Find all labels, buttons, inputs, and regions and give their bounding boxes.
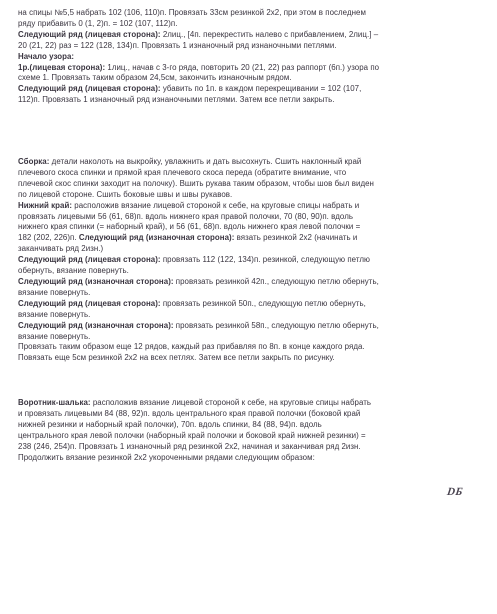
bold-heading-text: Следующий ряд (лицевая сторона): xyxy=(18,84,161,94)
text-line xyxy=(18,277,486,288)
body-text: центрального края левой полочки (наборный край полочки и боковой край нижней резинки) = xyxy=(18,430,366,440)
text-line xyxy=(18,310,486,321)
text-line xyxy=(18,84,486,95)
bold-heading-text: Воротник-шалька: xyxy=(18,398,91,407)
body-text: детали наколоть на выкройку, увлажнить и дать высохнуть. Сшить наклонный край xyxy=(49,157,362,166)
author-logo: DБ xyxy=(446,486,464,498)
text-line xyxy=(18,52,486,63)
text-line xyxy=(18,409,486,420)
body-text: нижней резинки и наборный край полочки), 70п. вдоль спинки, 84 (88, 94)п. вдоль xyxy=(18,419,322,429)
body-text: и провязать лицевыми 84 (88, 92)п. вдоль центрального края правой полочки (боковой край xyxy=(18,408,361,418)
text-line xyxy=(18,299,486,310)
bold-heading-text: Сборка: xyxy=(18,157,50,166)
text-line xyxy=(18,398,486,409)
body-text: расположив вязание лицевой стороной к себе, на круговые спицы набрать и xyxy=(72,200,360,210)
text-line xyxy=(18,222,486,233)
text-line xyxy=(18,201,486,212)
text-line xyxy=(18,342,486,353)
body-text: вязание повернуть. xyxy=(18,331,91,341)
text-line xyxy=(18,168,486,179)
assembly-paragraph xyxy=(18,157,486,364)
body-text: плечевого скоса спинки и прямой края плечевого скоса переда (обратите внимание, что xyxy=(18,167,347,177)
text-line xyxy=(18,431,486,442)
body-text: 238 (246, 254)п. Провязать 1 изнаночный ряд резинкой 2х2, начиная и заканчивая ряд 2изн. xyxy=(18,441,361,451)
body-text: провязать резинкой 42п., следующую петлю обернуть, xyxy=(173,276,379,286)
text-line xyxy=(18,179,486,190)
bold-heading-text: Следующий ряд (лицевая сторона): xyxy=(18,29,161,39)
text-line xyxy=(18,212,486,223)
body-text: Повязать еще 5см резинкой 2х2 на всех петлях. Затем все петли закрыть по рисунку. xyxy=(18,353,335,363)
body-text: 20 (21, 22) раз = 122 (128, 134)п. Провязать 1 изнаночный ряд изнаночными петлями. xyxy=(18,40,337,50)
body-text: вязать резинкой 2х2 (начинать и xyxy=(234,233,358,243)
body-text: заканчивать ряд 2изн.) xyxy=(18,244,104,254)
bold-heading-text: Начало узора: xyxy=(18,51,75,61)
text-line xyxy=(18,73,486,84)
body-text: обернуть, вязание повернуть. xyxy=(18,266,129,276)
text-line xyxy=(18,266,486,277)
text-line xyxy=(18,453,486,464)
text-line xyxy=(18,95,486,106)
bold-heading-text: Следующий ряд (лицевая сторона): xyxy=(18,255,161,265)
body-text: на спицы №5,5 набрать 102 (106, 110)п. Провязать 33см резинкой 2х2, при этом в последнем xyxy=(18,8,366,17)
body-text: провязать резинкой 50п., следующую петлю обернуть, xyxy=(160,298,366,308)
text-line xyxy=(18,321,486,332)
text-line xyxy=(18,30,486,41)
body-text: провязать 112 (122, 134)п. резинкой, следующую петлю xyxy=(160,255,370,265)
body-text: по лицевой стороне. Сшить боковые швы и швы рукавов. xyxy=(18,189,233,199)
body-text: расположив вязание лицевой стороной к себе, на круговые спицы набрать xyxy=(90,398,372,407)
bold-heading-text: Следующий ряд (изнаночная сторона): xyxy=(18,276,174,286)
body-text: 182 (202, 226)п. xyxy=(18,233,79,243)
text-line xyxy=(18,255,486,266)
shawl-collar-paragraph xyxy=(18,398,486,463)
bold-heading-text: Следующий ряд (изнаночная сторона): xyxy=(18,320,174,330)
text-line xyxy=(18,63,486,74)
pattern-body-paragraph xyxy=(18,8,486,106)
body-text: Продолжить вязание резинкой 2х2 укороченными рядами следующим образом: xyxy=(18,452,315,462)
body-text: Провязать таким образом еще 12 рядов, каждый раз прибавляя по 8п. в конце каждого ряда. xyxy=(18,342,365,352)
text-line xyxy=(18,157,486,168)
body-text: ряду прибавить 0 (1, 2)п. = 102 (107, 112)п. xyxy=(18,18,178,28)
text-line xyxy=(18,233,486,244)
body-text: вязание повернуть. xyxy=(18,287,91,297)
body-text: 2лиц., [4п. перекрестить налево с прибавлением, 2лиц.] – xyxy=(160,29,379,39)
text-line xyxy=(18,288,486,299)
body-text: вязание повернуть. xyxy=(18,309,91,319)
text-line xyxy=(18,442,486,453)
body-text: убавить по 1п. в каждом перекрещивании = 102 (107, xyxy=(160,84,362,94)
body-text: провязать резинкой 58п., следующую петлю обернуть, xyxy=(173,320,379,330)
bold-heading-text: 1р.(лицевая сторона): xyxy=(18,62,106,72)
text-line xyxy=(18,332,486,343)
bold-heading-text: Следующий ряд (лицевая сторона): xyxy=(18,298,161,308)
text-line xyxy=(18,244,486,255)
text-line xyxy=(18,190,486,201)
body-text: 1лиц., начав с 3-го ряда, повторить 20 (21, 22) раз раппорт (6п.) узора по xyxy=(105,62,380,72)
text-line xyxy=(18,8,486,19)
body-text: нижнего края спинки (= наборный край), и 56 (61, 68)п. вдоль нижнего края левой полочки = xyxy=(18,222,361,232)
body-text: 112)п. Провязать 1 изнаночный ряд изнаночными петлями. Затем все петли закрыть. xyxy=(18,95,335,105)
text-line xyxy=(18,19,486,30)
text-line xyxy=(18,353,486,364)
bold-heading-text: Следующий ряд (изнаночная сторона): xyxy=(78,233,235,243)
text-line xyxy=(18,420,486,431)
body-text: схеме 1. Провязать таким образом 24,5см, закончить изнаночным рядом. xyxy=(18,73,292,83)
bold-heading-text: Нижний край: xyxy=(18,200,73,210)
body-text: плечевой скос спинки заходит на полочку). Вшить рукава таким образом, чтобы шов был виден xyxy=(18,178,374,188)
body-text: провязать лицевыми 56 (61, 68)п. вдоль нижнего края правой полочки, 70 (80, 90)п. вдоль xyxy=(18,211,354,221)
text-line xyxy=(18,41,486,52)
